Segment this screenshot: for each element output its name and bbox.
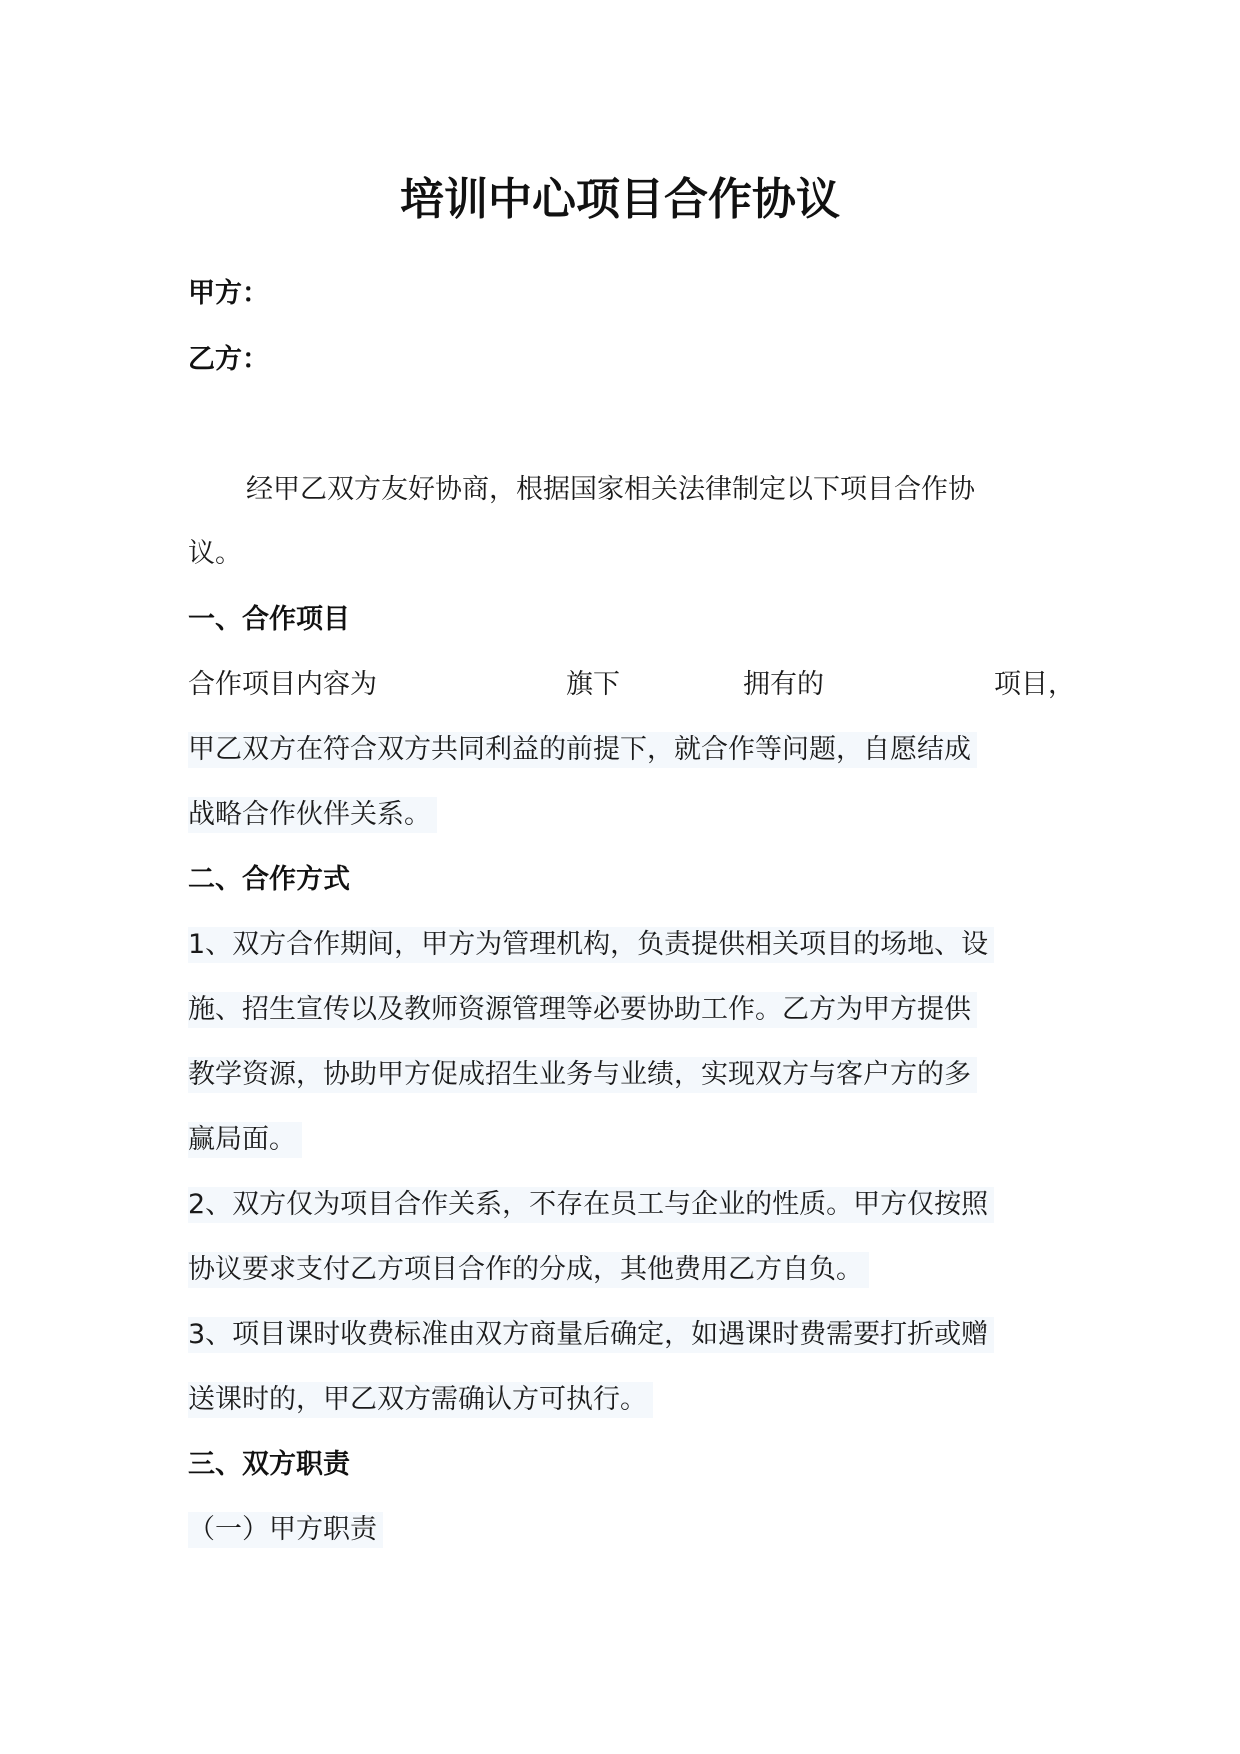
subsection-heading: （一）甲方职责 bbox=[188, 1512, 383, 1548]
section-heading: 一、合作项目 bbox=[188, 604, 350, 635]
section-heading: 三、双方职责 bbox=[188, 1449, 350, 1480]
body-line: 战略合作伙伴关系。 bbox=[188, 797, 437, 833]
body-line: 3、项目课时收费标准由双方商量后确定，如遇课时费需要打折或赠 bbox=[188, 1317, 994, 1353]
body-line: 1、双方合作期间，甲方为管理机构，负责提供相关项目的场地、设 bbox=[188, 927, 994, 963]
blank-fill-text: 拥有的 bbox=[743, 669, 824, 700]
body-line: 送课时的，甲乙双方需确认方可执行。 bbox=[188, 1382, 653, 1418]
body-line: 教学资源，协助甲方促成招生业务与业绩，实现双方与客户方的多 bbox=[188, 1057, 977, 1093]
body-line: 2、双方仅为项目合作关系，不存在员工与企业的性质。甲方仅按照 bbox=[188, 1187, 994, 1223]
body-line: 赢局面。 bbox=[188, 1122, 302, 1158]
intro-line: 经甲乙双方友好协商，根据国家相关法律制定以下项目合作协 bbox=[246, 474, 975, 505]
party-a-label: 甲方： bbox=[188, 278, 269, 309]
blank-fill-text: 旗下 bbox=[566, 669, 620, 700]
document-title: 培训中心项目合作协议 bbox=[400, 174, 840, 225]
body-line: 施、招生宣传以及教师资源管理等必要协助工作。乙方为甲方提供 bbox=[188, 992, 977, 1028]
body-line: 甲乙双方在符合双方共同利益的前提下，就合作等问题，自愿结成 bbox=[188, 732, 977, 768]
party-b-label: 乙方： bbox=[188, 344, 269, 375]
blank-fill-text: 项目， bbox=[994, 669, 1075, 700]
blank-fill-text: 合作项目内容为 bbox=[188, 669, 377, 700]
section-heading: 二、合作方式 bbox=[188, 864, 350, 895]
body-line: 协议要求支付乙方项目合作的分成，其他费用乙方自负。 bbox=[188, 1252, 869, 1288]
intro-line: 议。 bbox=[188, 538, 242, 569]
